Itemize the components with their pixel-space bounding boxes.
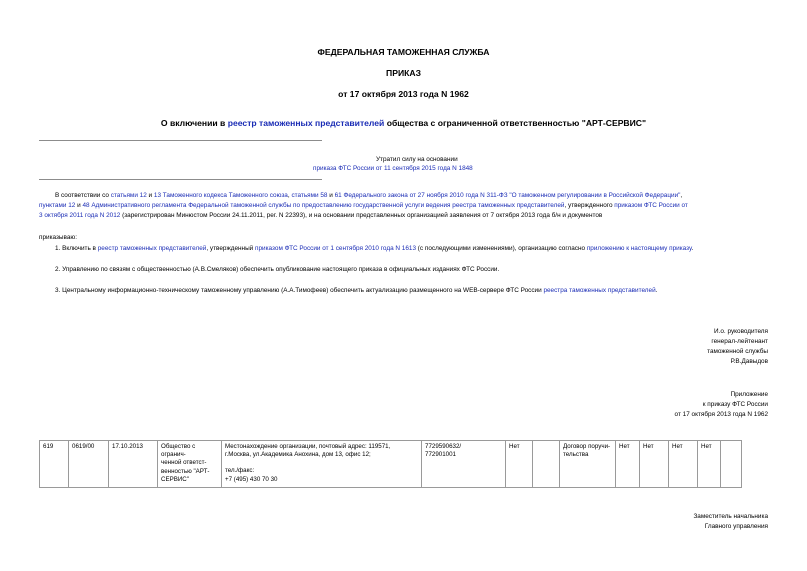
cell-flag-4: Нет: [669, 441, 698, 488]
cell-flag-2: Нет: [616, 441, 640, 488]
preamble-line-2: пунктами 12 и 48 Административного регламента Федеральной таможенной службы по предоставлению государственной услуги ведения реестра таможенных представителей, утвержденного приказом ФТС России от: [39, 202, 688, 209]
link-art12[interactable]: статьями 12: [110, 192, 147, 199]
cell-empty-2: [721, 441, 742, 488]
table-row: [40, 441, 742, 488]
signature-line-2: генерал-лейтенант: [711, 338, 768, 345]
footer-line-1: Заместитель начальника: [693, 513, 768, 520]
order-word: приказываю:: [39, 234, 77, 241]
agency-name: ФЕДЕРАЛЬНАЯ ТАМОЖЕННАЯ СЛУЖБА: [317, 47, 490, 57]
link-art58[interactable]: статьями 58: [291, 192, 328, 199]
footer-line-2: Главного управления: [704, 523, 768, 530]
cell-flag-1: Нет: [506, 441, 533, 488]
document-date: от 17 октября 2013 года N 1962: [338, 89, 469, 99]
link-art61-federal-law[interactable]: 61 Федерального закона от 27 ноября 2010 года N 311-ФЗ "О таможенном регулировании в Российской Федерации": [334, 192, 681, 199]
status-link[interactable]: приказа ФТС России от 11 сентября 2015 года N 1848: [313, 165, 473, 172]
preamble-line-3: 3 октября 2011 года N 2012 (зарегистрирован Минюстом России 24.11.2011, рег. N 22393), и на основании представленных организацией заявления от 7 октября 2013 года б/н и документов: [39, 212, 603, 219]
signature-line-3: таможенной службы: [707, 348, 768, 355]
item-2: 2. Управлению по связям с общественностью (А.В.Смеляков) обеспечить опубликование настоящего приказа в официальных изданиях ФТС России.: [55, 266, 500, 273]
document-type: ПРИКАЗ: [386, 68, 421, 78]
signature-name: Р.В.Давыдов: [730, 358, 768, 365]
cell-reg-number: 0619/00: [69, 441, 109, 488]
document-title: О включении в реестр таможенных представителей общества с ограниченной ответственностью "АРТ-СЕРВИС": [160, 118, 647, 128]
item-3: 3. Центральному информационно-техническому таможенному управлению (А.А.Тимофеев) обеспечить актуализацию размещенного на WEB-сервере ФТС России реестра таможенных представителей.: [55, 287, 658, 294]
link-registry[interactable]: реестр таможенных представителей: [97, 245, 207, 252]
cell-address: Местонахождение организации, почтовый адрес: 119571, г.Москва, ул.Академика Анохина, дом 13, офис 12; тел./факс: +7 (495) 430 70 30: [222, 441, 422, 488]
cell-number: 619: [40, 441, 69, 488]
cell-flag-3: Нет: [640, 441, 669, 488]
divider-bottom: [39, 179, 322, 180]
cell-contract: Договор поручи- тельства: [560, 441, 616, 488]
cell-date: 17.10.2013: [109, 441, 158, 488]
status-text: Утратил силу на основании: [376, 156, 458, 163]
appendix-line-1: Приложение: [730, 391, 768, 398]
cell-empty-1: [533, 441, 560, 488]
cell-org-name: Общество с огранич- ченной ответст- венностью "АРТ- СЕРВИС": [158, 441, 222, 488]
signature-line-1: И.о. руководителя: [714, 328, 768, 335]
link-art13-customs-code[interactable]: 13 Таможенного кодекса Таможенного союза: [153, 192, 288, 199]
divider-top: [39, 140, 322, 141]
link-appendix[interactable]: приложению к настоящему приказу: [586, 245, 692, 252]
link-order-1613[interactable]: приказом ФТС России от 1 сентября 2010 года N 1613: [255, 245, 417, 252]
link-registry-web[interactable]: реестра таможенных представителей: [543, 287, 656, 294]
registry-table: [39, 440, 742, 488]
link-fts-order[interactable]: приказом ФТС России от: [614, 202, 688, 209]
appendix-line-3: от 17 октября 2013 года N 1962: [674, 411, 768, 418]
preamble-line-1: В соответствии со статьями 12 и 13 Таможенного кодекса Таможенного союза, статьями 58 и 61 Федерального закона от 27 ноября 2010 года N 311-ФЗ "О таможенном регулировании в Российской Федерации",: [55, 192, 683, 199]
link-order-2012[interactable]: 3 октября 2011 года N 2012: [39, 212, 121, 219]
link-point48-regulation[interactable]: 48 Административного регламента Федеральной таможенной службы по предоставлению государственной услуги ведения реестра таможенных представителей: [82, 202, 565, 209]
item-1: 1. Включить в реестр таможенных представителей, утвержденный приказом ФТС России от 1 сентября 2010 года N 1613 (с последующими изменениями), организацию согласно приложению к настоящему приказу.: [55, 245, 694, 252]
cell-inn-kpp: 7729590632/ 772901001: [422, 441, 506, 488]
cell-flag-5: Нет: [698, 441, 721, 488]
link-point12[interactable]: пунктами 12: [39, 202, 76, 209]
appendix-line-2: к приказу ФТС России: [702, 401, 768, 408]
title-registry-link[interactable]: реестр таможенных представителей: [227, 118, 385, 128]
